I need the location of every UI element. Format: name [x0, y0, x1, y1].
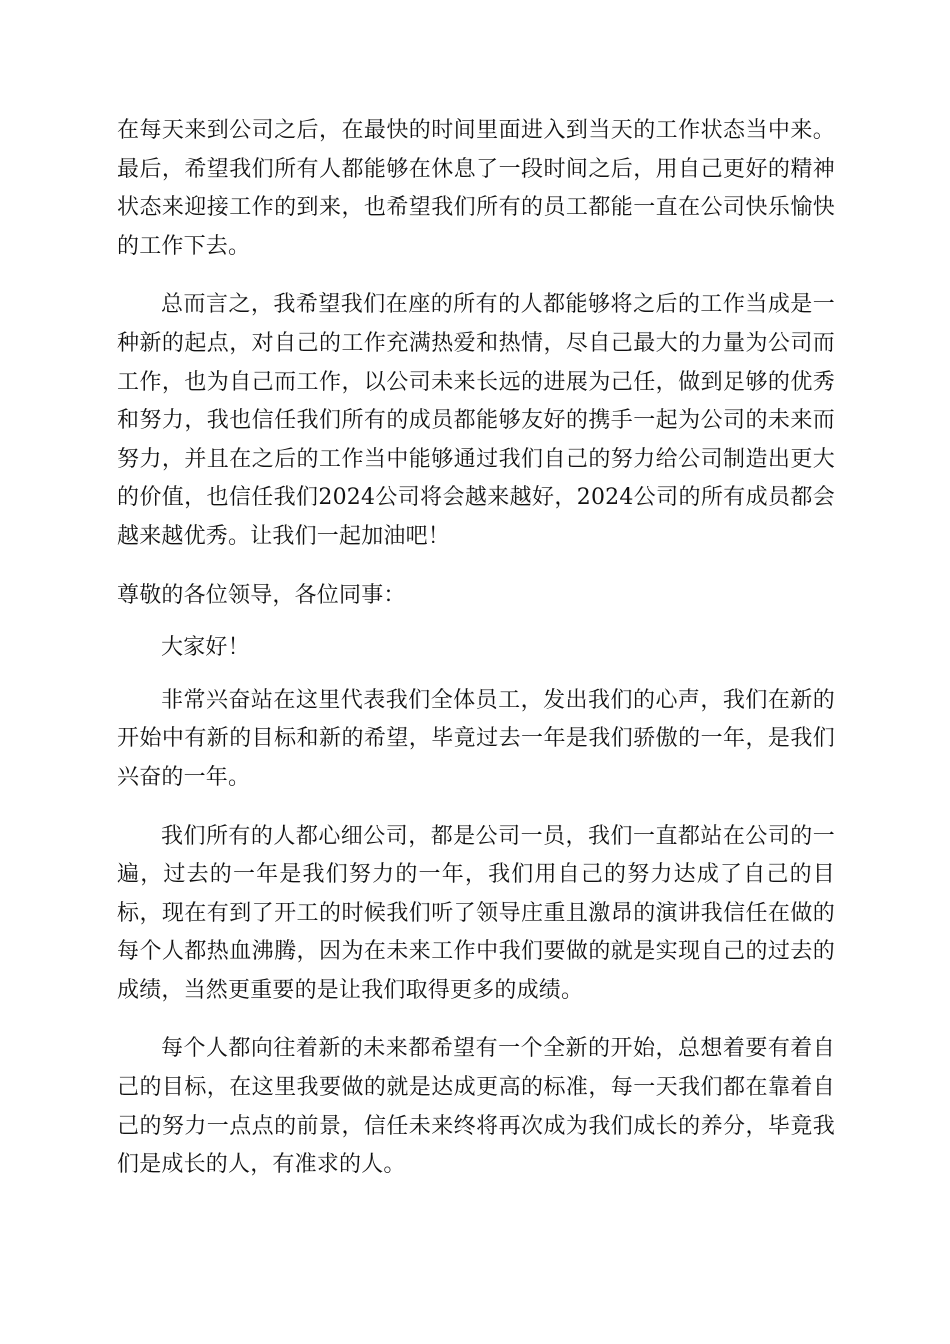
paragraph-future: 每个人都向往着新的未来都希望有一个全新的开始，总想着要有着自己的目标，在这里我要做的就是达成更高的标准，每一天我们都在靠着自己的努力一点点的前景，信任未来终将再次成为我们成长的养分，毕竟我们是成长的人，有准求的人。 — [117, 1036, 835, 1178]
paragraph-past-year: 我们所有的人都心细公司，都是公司一员，我们一直都站在公司的一遍，过去的一年是我们努力的一年，我们用自己的努力达成了自己的目标，现在有到了开工的时候我们听了领导庄重且激昂的演讲我信任在做的每个人都热血沸腾，因为在未来工作中我们要做的就是实现自己的过去的成绩，当然更重要的是让我们取得更多的成绩。 — [117, 823, 835, 1003]
salutation: 尊敬的各位领导，各位同事： — [117, 582, 406, 608]
paragraph-closing-continued: 在每天来到公司之后，在最快的时间里面进入到当天的工作状态当中来。最后，希望我们所有人都能够在休息了一段时间之后，用自己更好的精神状态来迎接工作的到来，也希望我们所有的员工都能一直在公司快乐愉快的工作下去。 — [117, 118, 835, 259]
greeting: 大家好！ — [161, 635, 250, 661]
paragraph-summary: 总而言之，我希望我们在座的所有的人都能够将之后的工作当成是一种新的起点，对自己的工作充满热爱和热情，尽自己最大的力量为公司而工作，也为自己而工作，以公司未来长远的进展为己任，做到足够的优秀和努力，我也信任我们所有的成员都能够友好的携手一起为公司的未来而努力，并且在之后的工作当中能够通过我们自己的努力给公司制造出更大的价值，也信任我们2024公司将会越来越好，2024公司的所有成员都会越来越优秀。让我们一起加油吧！ — [117, 292, 835, 549]
document-body — [117, 112, 835, 1205]
paragraph-excitement: 非常兴奋站在这里代表我们全体员工，发出我们的心声，我们在新的开始中有新的目标和新的希望，毕竟过去一年是我们骄傲的一年，是我们兴奋的一年。 — [117, 687, 835, 790]
